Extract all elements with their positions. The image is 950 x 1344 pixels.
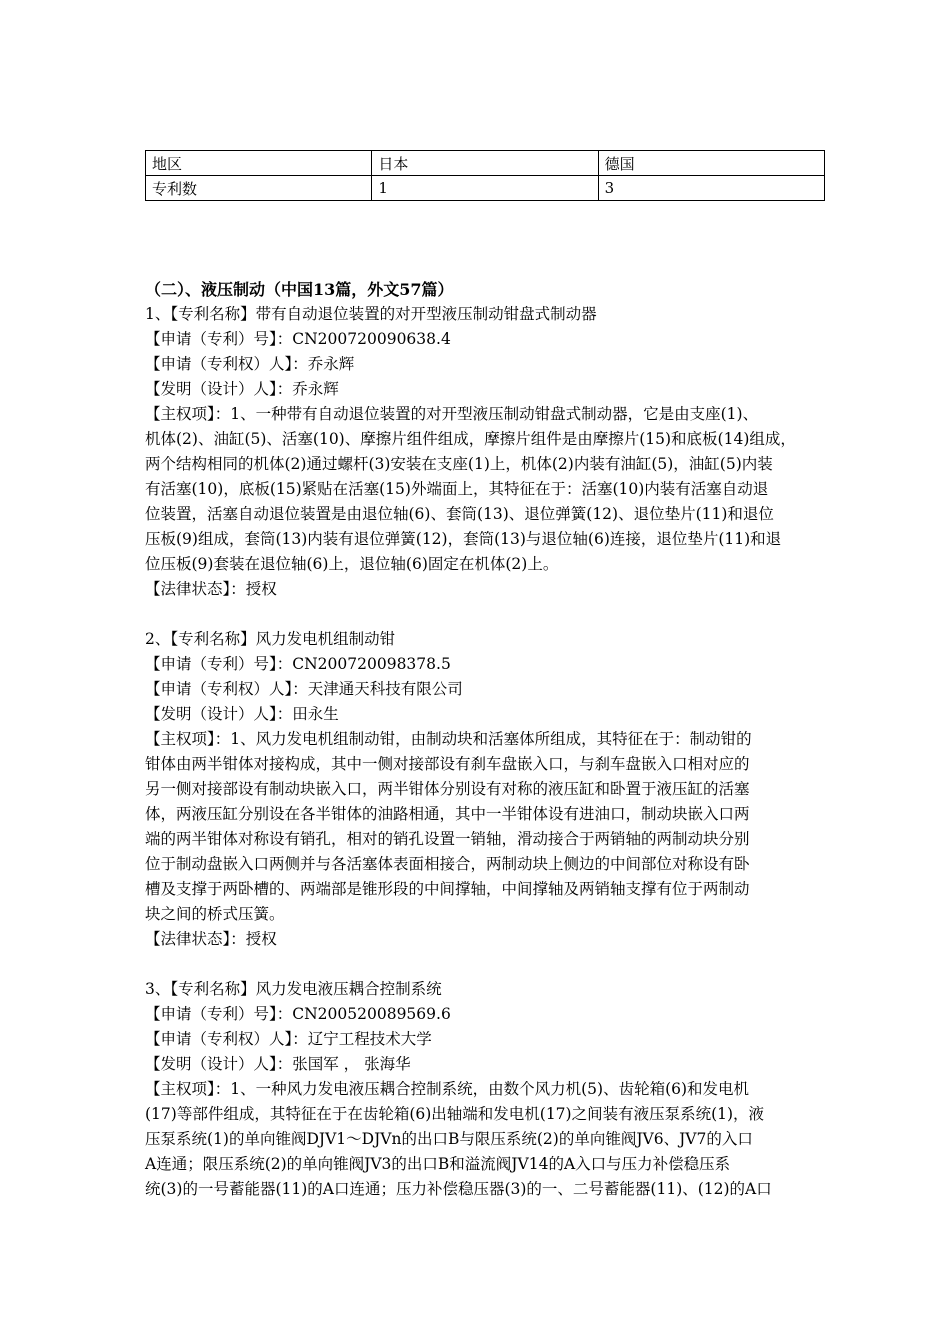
patent-applicant: 【申请（专利权）人】：辽宁工程技术大学 [145, 1030, 432, 1048]
patent-entry [145, 302, 815, 602]
patent-number: 【申请（专利）号】：CN200720098378.5 [145, 655, 451, 673]
patent-claim-line: A连通；限压系统(2)的单向锥阀JV3的出口B和溢流阀JV14的A入口与压力补偿稳压系 [145, 1155, 731, 1173]
patent-claim-line: (17)等部件组成，其特征在于在齿轮箱(6)出轴端和发电机(17)之间装有液压泵系统(1)，液 [145, 1105, 765, 1123]
patent-list [145, 277, 815, 1202]
patent-number: 【申请（专利）号】：CN200520089569.6 [145, 1005, 451, 1023]
table-cell: 德国 [598, 151, 824, 176]
table-row [146, 176, 825, 201]
patent-claim-line: 【主权项】：1、一种带有自动退位装置的对开型液压制动钳盘式制动器，它是由支座(1)、 [145, 405, 759, 423]
patent-entry [145, 977, 815, 1202]
patent-claim-line: 块之间的桥式压簧。 [145, 905, 285, 923]
patent-claim-line: 机体(2)、油缸(5)、活塞(10)、摩擦片组件组成，摩擦片组件是由摩擦片(15)和底板(14)组成， [145, 430, 796, 448]
patent-claim-line: 统(3)的一号蓄能器(11)的A口连通；压力补偿稳压器(3)的一、二号蓄能器(11)、(12)的A口 [145, 1180, 772, 1198]
patent-claim-line: 压板(9)组成，套筒(13)内装有退位弹簧(12)，套筒(13)与退位轴(6)连接，退位垫片(11)和退 [145, 530, 782, 548]
patent-claim-line: 【主权项】：1、风力发电机组制动钳，由制动块和活塞体所组成，其特征在于：制动钳的 [145, 730, 752, 748]
patent-inventor: 【发明（设计）人】：田永生 [145, 705, 339, 723]
patent-applicant: 【申请（专利权）人】：天津通天科技有限公司 [145, 680, 463, 698]
patent-count-table [145, 150, 825, 201]
table-cell: 1 [372, 176, 598, 201]
patent-name: 3、【专利名称】风力发电液压耦合控制系统 [145, 980, 442, 998]
table-cell: 专利数 [146, 176, 372, 201]
patent-claim-line: 槽及支撑于两卧槽的、两端部是锥形段的中间撑轴，中间撑轴及两销轴支撑有位于两制动 [145, 880, 750, 898]
patent-claim-line: 压泵系统(1)的单向锥阀DJV1～DJVn的出口B与限压系统(2)的单向锥阀JV6、JV7的入口 [145, 1130, 753, 1148]
table-cell: 地区 [146, 151, 372, 176]
patent-claim-line: 另一侧对接部设有制动块嵌入口，两半钳体分别设有对称的液压缸和卧置于液压缸的活塞 [145, 780, 750, 798]
patent-name: 2、【专利名称】风力发电机组制动钳 [145, 630, 396, 648]
patent-claim-line: 钳体由两半钳体对接构成，其中一侧对接部设有刹车盘嵌入口，与刹车盘嵌入口相对应的 [145, 755, 750, 773]
patent-claim-line: 位装置，活塞自动退位装置是由退位轴(6)、套筒(13)、退位弹簧(12)、退位垫片(11)和退位 [145, 505, 774, 523]
patent-claim-line: 【主权项】：1、一种风力发电液压耦合控制系统，由数个风力机(5)、齿轮箱(6)和发电机 [145, 1080, 750, 1098]
table-cell: 日本 [372, 151, 598, 176]
section-heading: （二）、液压制动（中国13篇，外文57篇） [145, 280, 454, 299]
patent-number: 【申请（专利）号】：CN200720090638.4 [145, 330, 451, 348]
patent-inventor: 【发明（设计）人】：乔永辉 [145, 380, 339, 398]
patent-claim-line: 两个结构相同的机体(2)通过螺杆(3)安装在支座(1)上，机体(2)内装有油缸(5)，油缸(5)内装 [145, 455, 773, 473]
table-cell: 3 [598, 176, 824, 201]
patent-name: 1、【专利名称】带有自动退位装置的对开型液压制动钳盘式制动器 [145, 305, 597, 323]
patent-applicant: 【申请（专利权）人】：乔永辉 [145, 355, 355, 373]
patent-entry [145, 627, 815, 952]
patent-claim-line: 位于制动盘嵌入口两侧并与各活塞体表面相接合，两制动块上侧边的中间部位对称设有卧 [145, 855, 750, 873]
patent-inventor: 【发明（设计）人】：张国军 ， 张海华 [145, 1055, 411, 1073]
patent-claim-line: 有活塞(10)，底板(15)紧贴在活塞(15)外端面上，其特征在于：活塞(10)内装有活塞自动退 [145, 480, 769, 498]
patent-status: 【法律状态】：授权 [145, 930, 277, 948]
patent-claim-line: 体，两液压缸分别设在各半钳体的油路相通，其中一半钳体设有进油口，制动块嵌入口两 [145, 805, 750, 823]
patent-claim-line: 端的两半钳体对称设有销孔，相对的销孔设置一销轴，滑动接合于两销轴的两制动块分别 [145, 830, 750, 848]
patent-status: 【法律状态】：授权 [145, 580, 277, 598]
table-row [146, 151, 825, 176]
patent-claim-line: 位压板(9)套装在退位轴(6)上，退位轴(6)固定在机体(2)上。 [145, 555, 559, 573]
